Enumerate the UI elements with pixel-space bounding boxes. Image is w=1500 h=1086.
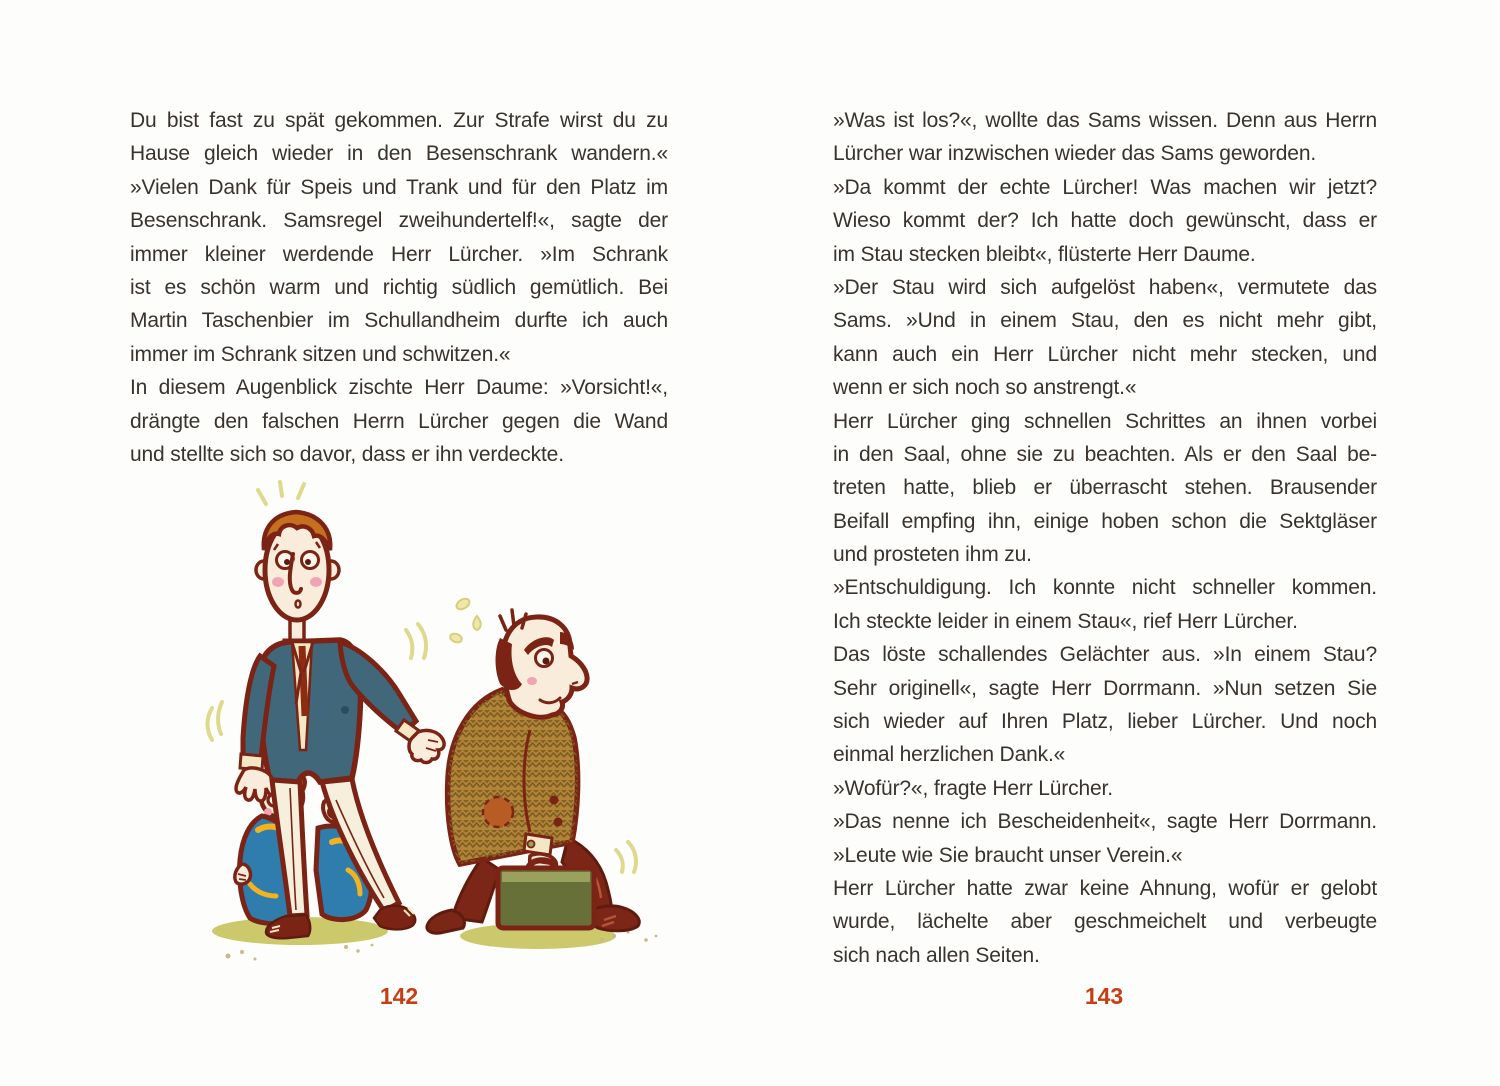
sweat-drops	[449, 597, 481, 644]
text-line: sich wieder auf Ihren Platz, lieber Lürcher. Und noch	[833, 710, 1377, 734]
text-line: sich nach allen Seiten.	[833, 943, 1040, 967]
text-line: Herr Lürcher hatte zwar keine Ahnung, wofür er gelobt	[833, 876, 1377, 900]
text-line: »Das nenne ich Bescheidenheit«, sagte Herr Dorrmann.	[833, 810, 1377, 834]
text-line: in den Saal, ohne sie zu beachten. Als er den Saal be-	[833, 442, 1377, 466]
text-line: »Was ist los?«, wollte das Sams wissen. Denn aus Herrn	[833, 109, 1377, 132]
text-line: Hause gleich wieder in den Besenschrank wandern.«	[130, 142, 668, 166]
page-number-left: 142	[379, 983, 419, 1009]
page-right-text	[833, 104, 1377, 972]
text-line: ist es schön warm und richtig südlich gemütlich. Bei	[130, 275, 668, 299]
text-line: wenn er sich noch so anstrengt.«	[833, 376, 1137, 400]
text-line: einmal herzlichen Dank.«	[833, 743, 1066, 767]
luercher-figure	[427, 597, 639, 934]
text-line: immer kleiner werdende Herr Lürcher. »Im Schrank	[130, 242, 668, 266]
text-line: wurde, lächelte aber geschmeichelt und verbeugte	[833, 910, 1377, 934]
text-line: Herr Lürcher ging schnellen Schrittes an ihnen vorbei	[833, 409, 1377, 433]
text-line: Das löste schallendes Gelächter aus. »In einem Stau?	[833, 643, 1377, 667]
text-line: »Wofür?«, fragte Herr Lürcher.	[833, 776, 1113, 800]
motion-arcs	[616, 842, 636, 872]
text-line: »Entschuldigung. Ich konnte nicht schneller kommen.	[833, 576, 1377, 600]
text-line: »Leute wie Sie braucht unser Verein.«	[833, 843, 1183, 867]
text-line: Du bist fast zu spät gekommen. Zur Strafe wirst du zu	[130, 109, 668, 132]
text-line: Ich steckte leider in einem Stau«, rief Herr Lürcher.	[833, 609, 1298, 633]
text-line: »Vielen Dank für Speis und Trank und für den Platz im	[130, 175, 668, 199]
text-line: Sams. »Und in einem Stau, den es nicht mehr gibt,	[833, 309, 1377, 333]
text-line: drängte den falschen Herrn Lürcher gegen die Wand	[130, 409, 668, 433]
briefcase	[498, 860, 594, 928]
text-line: »Der Stau wird sich aufgelöst haben«, vermutete das	[833, 275, 1377, 299]
page-left-text	[130, 104, 668, 471]
text-line: im Stau stecken bleibt«, flüsterte Herr Daume.	[833, 242, 1256, 266]
text-line: Sehr originell«, sagte Herr Dorrmann. »Nun setzen Sie	[833, 676, 1377, 700]
text-line: Martin Taschenbier im Schullandheim durfte ich auch	[130, 309, 668, 333]
text-line: Lürcher war inzwischen wieder das Sams geworden.	[833, 142, 1317, 166]
text-line: immer im Schrank sitzen und schwitzen.«	[130, 342, 511, 366]
text-line: kann auch ein Herr Lürcher nicht mehr stecken, und	[833, 342, 1377, 366]
illustration	[200, 470, 660, 970]
text-line: und prosteten ihm zu.	[833, 543, 1032, 567]
text-line: »Da kommt der echte Lürcher! Was machen wir jetzt?	[833, 175, 1377, 199]
text-line: und stellte sich so davor, dass er ihn verdeckte.	[130, 442, 564, 466]
text-line: Beifall empfing ihn, einige hoben schon die Sektgläser	[833, 509, 1377, 533]
page-number-right: 143	[1084, 983, 1124, 1009]
startle-marks	[258, 482, 304, 504]
text-line: Besenschrank. Samsregel zweihundertelf!«, sagte der	[130, 209, 668, 233]
text-line: In diesem Augenblick zischte Herr Daume: »Vorsicht!«,	[130, 376, 668, 400]
text-line: Wieso kommt der? Ich hatte doch gewünscht, dass er	[833, 209, 1377, 233]
text-line: treten hatte, blieb er überrascht stehen. Brausender	[833, 476, 1377, 500]
